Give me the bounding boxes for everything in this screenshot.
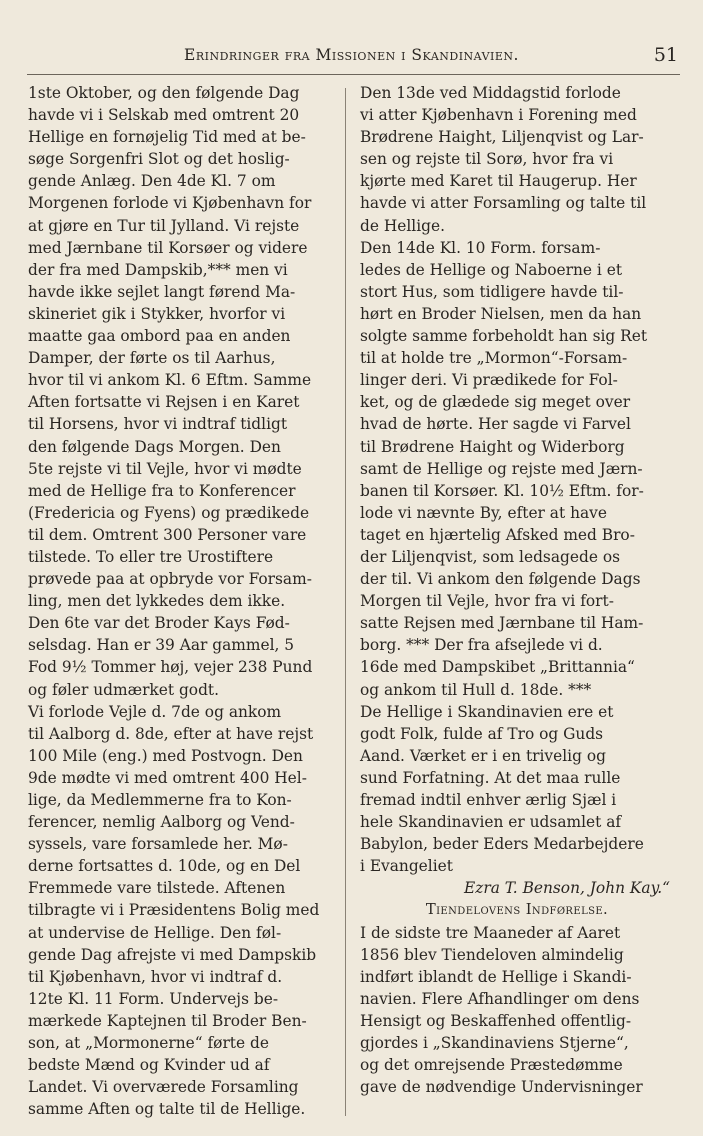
text-line: der fra med Dampskib,*** men vi: [28, 260, 288, 279]
text-line: 9de mødte vi med omtrent 400 Hel-: [28, 768, 307, 787]
text-line: ket, og de glædede sig meget over: [360, 393, 631, 412]
text-line: borg. *** Der fra afsejlede vi d.: [360, 636, 603, 655]
text-line: hvad de hørte. Her sagde vi Farvel: [360, 415, 631, 434]
text-line: Hensigt og Beskaffenhed offentlig-: [360, 1011, 632, 1030]
text-line: Fod 9½ Tommer høj, vejer 238 Pund: [28, 658, 313, 677]
text-line: at undervise de Hellige. Den føl-: [28, 923, 282, 942]
text-line: hvor til vi ankom Kl. 6 Eftm. Samme: [28, 371, 312, 390]
text-line: ferencer, nemlig Aalborg og Vend-: [28, 813, 295, 832]
text-line: der Liljenqvist, som ledsagede os: [360, 547, 620, 566]
text-line: havde vi i Selskab med omtrent 20: [28, 106, 300, 125]
text-line: stort Hus, som tidligere havde til-: [360, 282, 624, 301]
text-line: 1ste Oktober, og den følgende Dag: [28, 84, 300, 102]
text-line: samt de Hellige og rejste med Jærn-: [360, 459, 643, 478]
text-line: 100 Mile (eng.) med Postvogn. Den: [28, 746, 303, 765]
text-line: med de Hellige fra to Konferencer: [28, 481, 296, 500]
text-line: 5te rejste vi til Vejle, hvor vi mødte: [28, 459, 302, 478]
text-line: godt Folk, fulde af Tro og Guds: [360, 724, 604, 743]
text-line: hele Skandinavien er udsamlet af: [360, 813, 622, 832]
text-line: sen og rejste til Sorø, hvor fra vi: [360, 150, 614, 169]
text-line: Den 6te var det Broder Kays Fød-: [28, 614, 290, 633]
text-line: Aften fortsatte vi Rejsen i en Karet: [28, 393, 300, 412]
text-line: gjordes i „Skandinaviens Stjerne“,: [360, 1034, 629, 1053]
text-line: tilstede. To eller tre Urostiftere: [28, 547, 274, 566]
text-line: solgte samme forbeholdt han sig Ret: [360, 327, 648, 346]
text-line: med Jærnbane til Korsøer og videre: [28, 238, 308, 257]
text-line: gende Dag afrejste vi med Dampskib: [28, 945, 317, 964]
text-line: selsdag. Han er 39 Aar gammel, 5: [28, 636, 295, 655]
text-line: 16de med Dampskibet „Brittannia“: [360, 658, 635, 677]
text-line: Hellige en fornøjelig Tid med at be-: [28, 128, 306, 147]
text-line: Morgenen forlode vi Kjøbenhavn for: [28, 194, 312, 213]
text-line: 12te Kl. 11 Form. Undervejs be-: [28, 989, 279, 1008]
text-line: satte Rejsen med Jærnbane til Ham-: [360, 614, 644, 633]
text-line: indført iblandt de Hellige i Skandi-: [360, 967, 632, 986]
text-line: derne fortsattes d. 10de, og en Del: [28, 857, 301, 876]
text-line: tilbragte vi i Præsidentens Bolig med: [28, 901, 320, 920]
text-line: son, at „Mormonerne“ førte de: [28, 1034, 269, 1053]
text-line: og det omrejsende Præstedømme: [360, 1056, 623, 1075]
text-line: kjørte med Karet til Haugerup. Her: [360, 172, 637, 191]
text-line: linger deri. Vi prædikede for Fol-: [360, 371, 618, 390]
text-line: gende Anlæg. Den 4de Kl. 7 om: [28, 172, 276, 191]
text-line: ledes de Hellige og Naboerne i et: [360, 260, 623, 279]
text-line: maatte gaa ombord paa en anden: [28, 327, 291, 346]
text-line: De Hellige i Skandinavien ere et: [360, 702, 614, 721]
text-line: havde ikke sejlet langt førend Ma-: [28, 282, 296, 301]
text-line: Vi forlode Vejle d. 7de og ankom: [28, 702, 282, 721]
text-line: ling, men det lykkedes dem ikke.: [28, 592, 286, 611]
signature: Ezra T. Benson, John Kay.“: [464, 879, 670, 898]
text-line: Den 14de Kl. 10 Form. forsam-: [360, 238, 601, 257]
text-line: i Evangeliet: [360, 857, 453, 876]
text-line: til Brødrene Haight og Widerborg: [360, 437, 625, 456]
text-line: til Aalborg d. 8de, efter at have rejst: [28, 724, 314, 743]
text-line: fremad indtil enhver ærlig Sjæl i: [360, 791, 617, 809]
text-line: (Fredericia og Fyens) og prædikede: [28, 503, 310, 522]
text-line: Den 13de ved Middagstid forlode: [360, 84, 621, 102]
text-line: syssels, vare forsamlede her. Mø-: [28, 835, 288, 854]
text-line: der til. Vi ankom den følgende Dags: [360, 570, 641, 589]
column-divider: [345, 88, 346, 1116]
running-head: Erindringer fra Missionen i Skandinavien.: [184, 46, 519, 64]
text-line: til Kjøbenhavn, hvor vi indtraf d.: [28, 967, 283, 986]
text-line: mærkede Kaptejnen til Broder Ben-: [28, 1011, 307, 1030]
text-line: til Horsens, hvor vi indtraf tidligt: [28, 415, 288, 434]
text-line: de Hellige.: [360, 216, 446, 235]
text-line: bedste Mænd og Kvinder ud af: [28, 1056, 270, 1075]
page-header: [0, 40, 703, 70]
text-line: prøvede paa at opbryde vor Forsam-: [28, 570, 312, 589]
text-line: havde vi atter Forsamling og talte til: [360, 194, 647, 213]
text-line: skineriet gik i Stykker, hvorfor vi: [28, 304, 286, 323]
text-line: sund Forfatning. At det maa rulle: [360, 768, 621, 787]
text-line: Babylon, beder Eders Medarbejdere: [360, 835, 644, 854]
text-line: samme Aften og talte til de Hellige.: [28, 1100, 306, 1119]
text-line: til dem. Omtrent 300 Personer vare: [28, 525, 307, 544]
text-line: den følgende Dags Morgen. Den: [28, 437, 281, 456]
header-rule: [27, 74, 680, 75]
text-line: at gjøre en Tur til Jylland. Vi rejste: [28, 216, 300, 235]
text-line: Damper, der førte os til Aarhus,: [28, 349, 276, 368]
text-line: hørt en Broder Nielsen, men da han: [360, 304, 642, 323]
text-line: Aand. Værket er i en trivelig og: [360, 746, 606, 765]
text-line: 1856 blev Tiendeloven almindelig: [360, 945, 624, 964]
text-line: til at holde tre „Mormon“-Forsam-: [360, 349, 628, 368]
text-line: Landet. Vi overværede Forsamling: [28, 1078, 299, 1097]
text-line: Morgen til Vejle, hvor fra vi fort-: [360, 592, 614, 611]
page-number: 51: [653, 44, 678, 66]
text-line: Fremmede vare tilstede. Aftenen: [28, 879, 286, 898]
text-line: gave de nødvendige Undervisninger: [360, 1078, 643, 1097]
text-line: søge Sorgenfri Slot og det hoslig-: [28, 150, 290, 169]
text-line: vi atter Kjøbenhavn i Forening med: [360, 106, 637, 125]
text-line: og føler udmærket godt.: [28, 680, 219, 699]
text-line: lode vi nævnte By, efter at have: [360, 503, 607, 522]
text-line: navien. Flere Afhandlinger om dens: [360, 989, 640, 1008]
text-line: taget en hjærtelig Afsked med Bro-: [360, 525, 635, 544]
text-line: I de sidste tre Maaneder af Aaret: [360, 923, 621, 942]
section-heading: Tiendelovens Indførelse.: [425, 901, 609, 919]
text-line: banen til Korsøer. Kl. 10½ Eftm. for-: [360, 481, 644, 500]
text-line: og ankom til Hull d. 18de. ***: [360, 680, 592, 699]
right-column: [360, 82, 674, 1098]
left-column: [28, 82, 336, 1120]
text-line: lige, da Medlemmerne fra to Kon-: [28, 791, 292, 809]
text-line: Brødrene Haight, Liljenqvist og Lar-: [360, 128, 644, 147]
